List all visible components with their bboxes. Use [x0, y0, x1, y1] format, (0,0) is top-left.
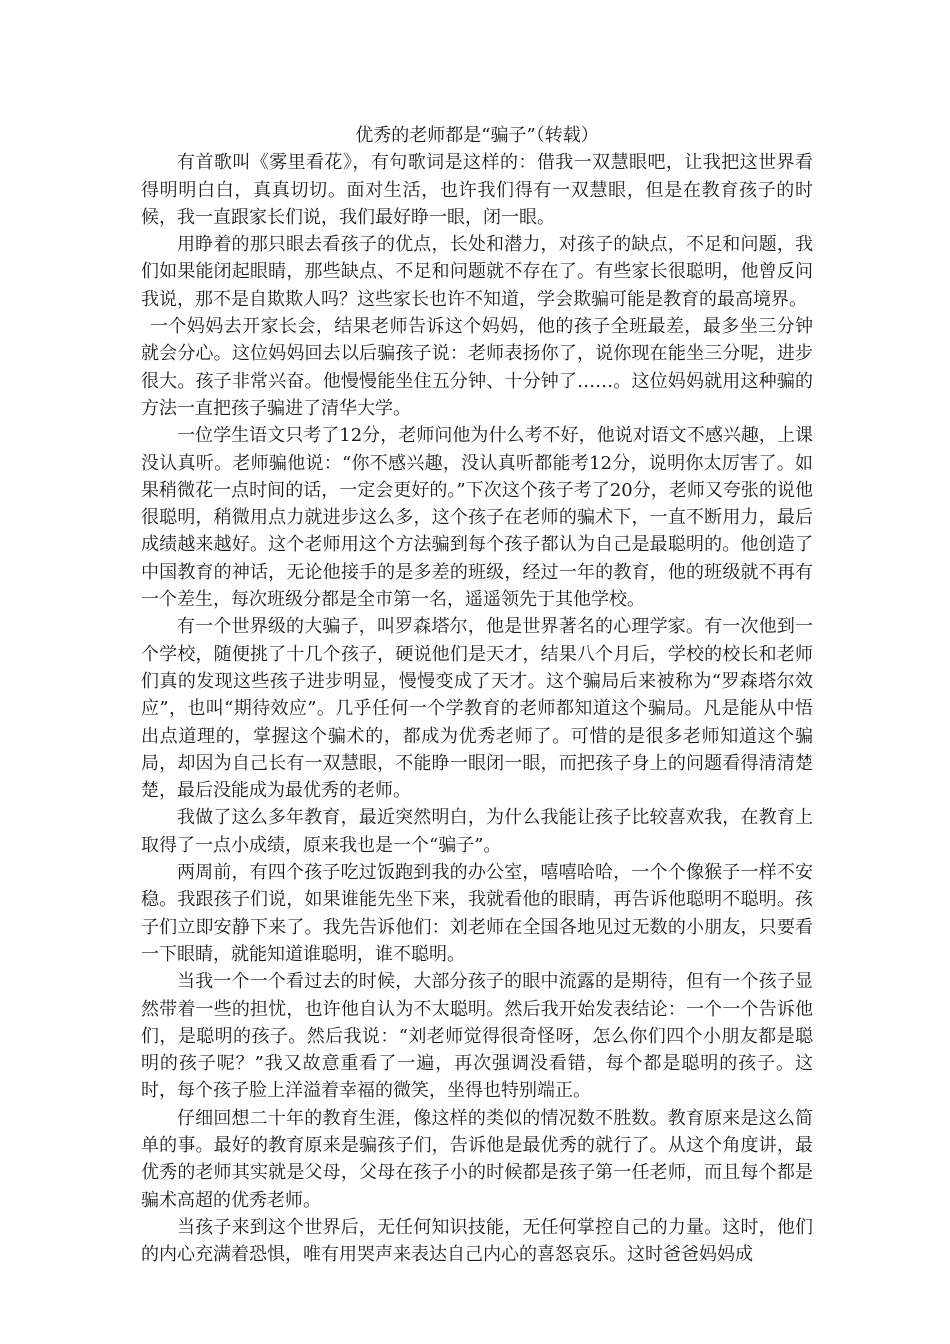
paragraph-5: 有一个世界级的大骗子，叫罗森塔尔，他是世界著名的心理学家。有一次他到一个学校，随便挑了十几个孩子，硬说他们是天才，结果八个月后，学校的校长和老师们真的发现这些孩子进步明显，慢慢变成了天才。这个骗局后来被称为“罗森塔尔效应”，也叫“期待效应”。几乎任何一个学教育的老师都知道这个骗局。凡是能从中悟出点道理的，掌握这个骗术的，都成为优秀老师了。可惜的是很多老师知道这个骗局，却因为自己长有一双慧眼，不能睁一眼闭一眼，而把孩子身上的问题看得清清楚楚，最后没能成为最优秀的老师。: [141, 616, 813, 802]
paragraph-8: 当我一个一个看过去的时候，大部分孩子的眼中流露的是期待，但有一个孩子显然带着一些的担忧，也许他自认为不太聪明。然后我开始发表结论：一个一个告诉他们，是聪明的孩子。然后我说：“刘老师觉得很奇怪呀，怎么你们四个小朋友都是聪明的孩子呢？”我又故意重看了一遍，再次强调没看错，每个都是聪明的孩子。这时，每个孩子脸上洋溢着幸福的微笑，坐得也特别端正。: [141, 971, 813, 1102]
document-title: 优秀的老师都是“骗子”（转载）: [355, 125, 599, 146]
paragraph-9: 仔细回想二十年的教育生涯，像这样的类似的情况数不胜数。教育原来是这么简单的事。最好的教育原来是骗孩子们，告诉他是最优秀的就行了。从这个角度讲，最优秀的老师其实就是父母，父母在孩子小的时候都是孩子第一任老师，而且每个都是骗术高超的优秀老师。: [141, 1107, 813, 1211]
paragraph-6: 我做了这么多年教育，最近突然明白，为什么我能让孩子比较喜欢我，在教育上取得了一点小成绩，原来我也是一个“骗子”。: [141, 807, 813, 856]
paragraph-3: 一个妈妈去开家长会，结果老师告诉这个妈妈，他的孩子全班最差，最多坐三分钟就会分心。这位妈妈回去以后骗孩子说：老师表扬你了，说你现在能坐三分呢，进步很大。孩子非常兴奋。他慢慢能坐住五分钟、十分钟了……。这位妈妈就用这种骗的方法一直把孩子骗进了清华大学。: [141, 316, 813, 419]
paragraph-10: 当孩子来到这个世界后，无任何知识技能，无任何掌控自己的力量。这时，他们的内心充满着恐惧，唯有用哭声来表达自己内心的喜怒哀乐。这时爸爸妈妈成: [141, 1216, 813, 1266]
paragraph-4: 一位学生语文只考了12分，老师问他为什么考不好，他说对语文不感兴趣，上课没认真听。老师骗他说：“你不感兴趣，没认真听都能考12分，说明你太厉害了。如果稍微花一点时间的话，一定会更好的。”下次这个孩子考了20分，老师又夸张的说他很聪明，稍微用点力就进步这么多，这个孩子在老师的骗术下，一直不断用力，最后成绩越来越好。这个老师用这个方法骗到每个孩子都认为自己是最聪明的。他创造了中国教育的神话，无论他接手的是多差的班级，经过一年的教育，他的班级就不再有一个差生，每次班级分都是全市第一名，遥遥领先于其他学校。: [141, 425, 813, 611]
paragraph-1: 有首歌叫《雾里看花》，有句歌词是这样的：借我一双慧眼吧，让我把这世界看得明明白白，真真切切。面对生活，也许我们得有一双慧眼，但是在教育孩子的时候，我一直跟家长们说，我们最好睁一眼，闭一眼。: [141, 152, 813, 228]
paragraph-7: 两周前，有四个孩子吃过饭跑到我的办公室，嘻嘻哈哈，一个个像猴子一样不安稳。我跟孩子们说，如果谁能先坐下来，我就看他的眼睛，再告诉他聪明不聪明。孩子们立即安静下来了。我先告诉他们：刘老师在全国各地见过无数的小朋友，只要看一下眼睛，就能知道谁聪明，谁不聪明。: [141, 862, 813, 965]
document-page: [141, 122, 813, 1268]
paragraph-2: 用睁着的那只眼去看孩子的优点，长处和潜力，对孩子的缺点，不足和问题，我们如果能闭起眼睛，那些缺点、不足和问题就不存在了。有些家长很聪明，他曾反问我说，那不是自欺欺人吗？这些家长也许不知道，学会欺骗可能是教育的最高境界。: [141, 234, 813, 310]
